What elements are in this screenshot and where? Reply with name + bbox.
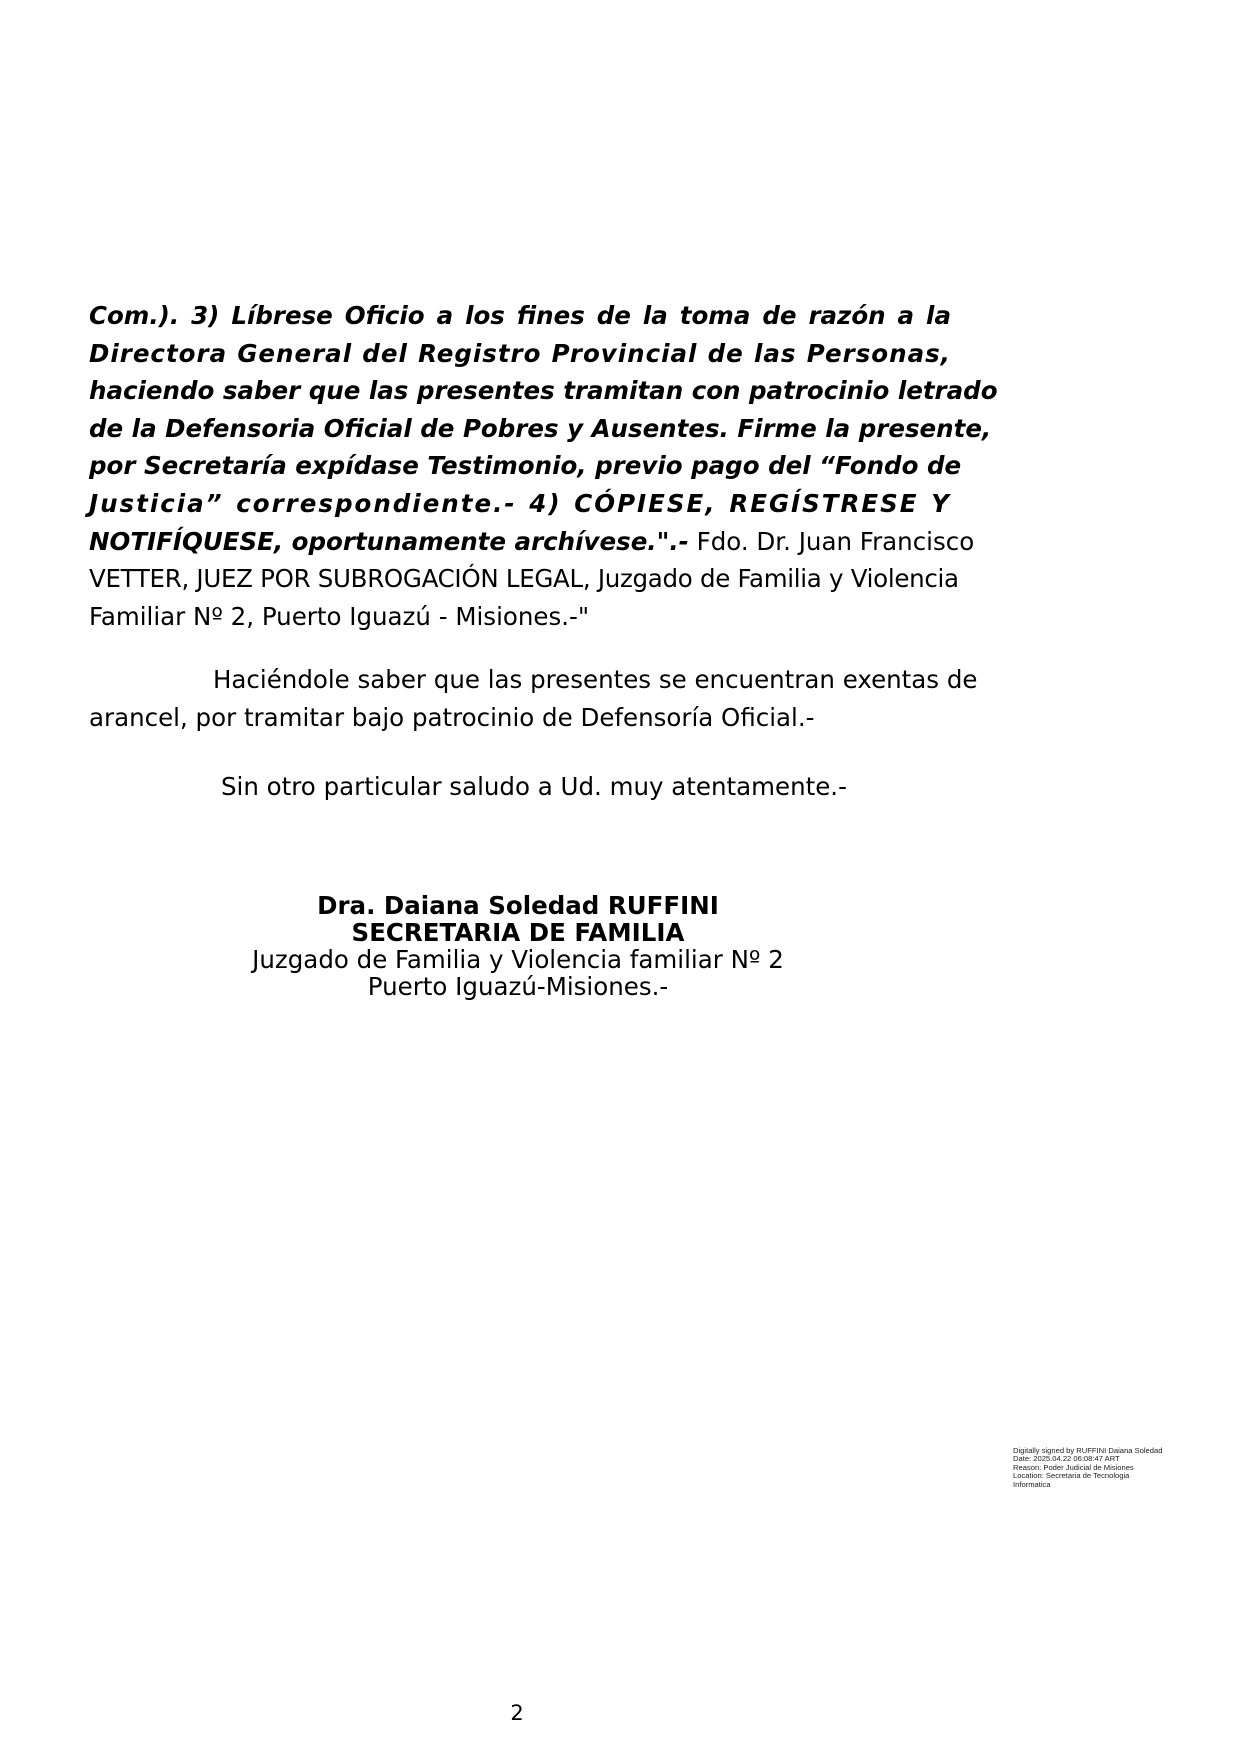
signature-block [230, 892, 806, 1000]
digital-signature-signed-by: Digitally signed by RUFFINI Daiana Soledad [1013, 1446, 1163, 1455]
exemption-line-2: arancel, por tramitar bajo patrocinio de Defensoría Oficial.- [89, 702, 815, 732]
resolution-line-3: haciendo saber que las presentes tramitan con patrocinio letrado [89, 376, 998, 406]
digital-signature-stamp [1013, 1447, 1163, 1489]
closing-salutation: Sin otro particular saludo a Ud. muy atentamente.- [221, 772, 847, 801]
exemption-line-1: Haciéndole saber que las presentes se encuentran exentas de [213, 665, 978, 694]
resolution-line-5: por Secretaría expídase Testimonio, previo pago del “Fondo de [89, 451, 962, 481]
resolution-line-6: Justicia” correspondiente.- 4) CÓPIESE, REGÍSTRESE Y [89, 488, 951, 518]
resolution-line-7-bold: NOTIFÍQUESE, oportunamente archívese.".- [89, 526, 689, 556]
signer-name: Dra. Daiana Soledad RUFFINI [317, 891, 719, 920]
resolution-line-8: VETTER, JUEZ POR SUBROGACIÓN LEGAL, Juzgado de Familia y Violencia [89, 564, 959, 594]
signer-location: Puerto Iguazú-Misiones.- [367, 972, 669, 1001]
resolution-line-9: Familiar Nº 2, Puerto Iguazú - Misiones.-" [89, 601, 590, 631]
digital-signature-reason: Reason: Poder Judicial de Misiones [1013, 1462, 1134, 1472]
resolution-paragraph [89, 297, 998, 635]
resolution-line-4: de la Defensoria Oficial de Pobres y Ausentes. Firme la presente, [89, 413, 992, 443]
resolution-line-7-regular: Fdo. Dr. Juan Francisco [688, 526, 975, 556]
digital-signature-date: Date: 2025.04.22 06:08:47 ART [1013, 1454, 1120, 1464]
exemption-paragraph [89, 661, 978, 736]
signer-role: SECRETARIA DE FAMILIA [351, 918, 685, 947]
resolution-line-1: Com.). 3) Líbrese Oficio a los fines de la toma de razón a la [89, 301, 951, 330]
resolution-line-7 [89, 523, 975, 561]
digital-signature-location: Location: Secretaria de Tecnologia Informatica [1013, 1471, 1130, 1489]
resolution-line-2: Directora General del Registro Provincial de las Personas, [89, 338, 951, 368]
signer-court: Juzgado de Familia y Violencia familiar Nº 2 [252, 945, 784, 974]
page-number: 2 [510, 1701, 524, 1725]
